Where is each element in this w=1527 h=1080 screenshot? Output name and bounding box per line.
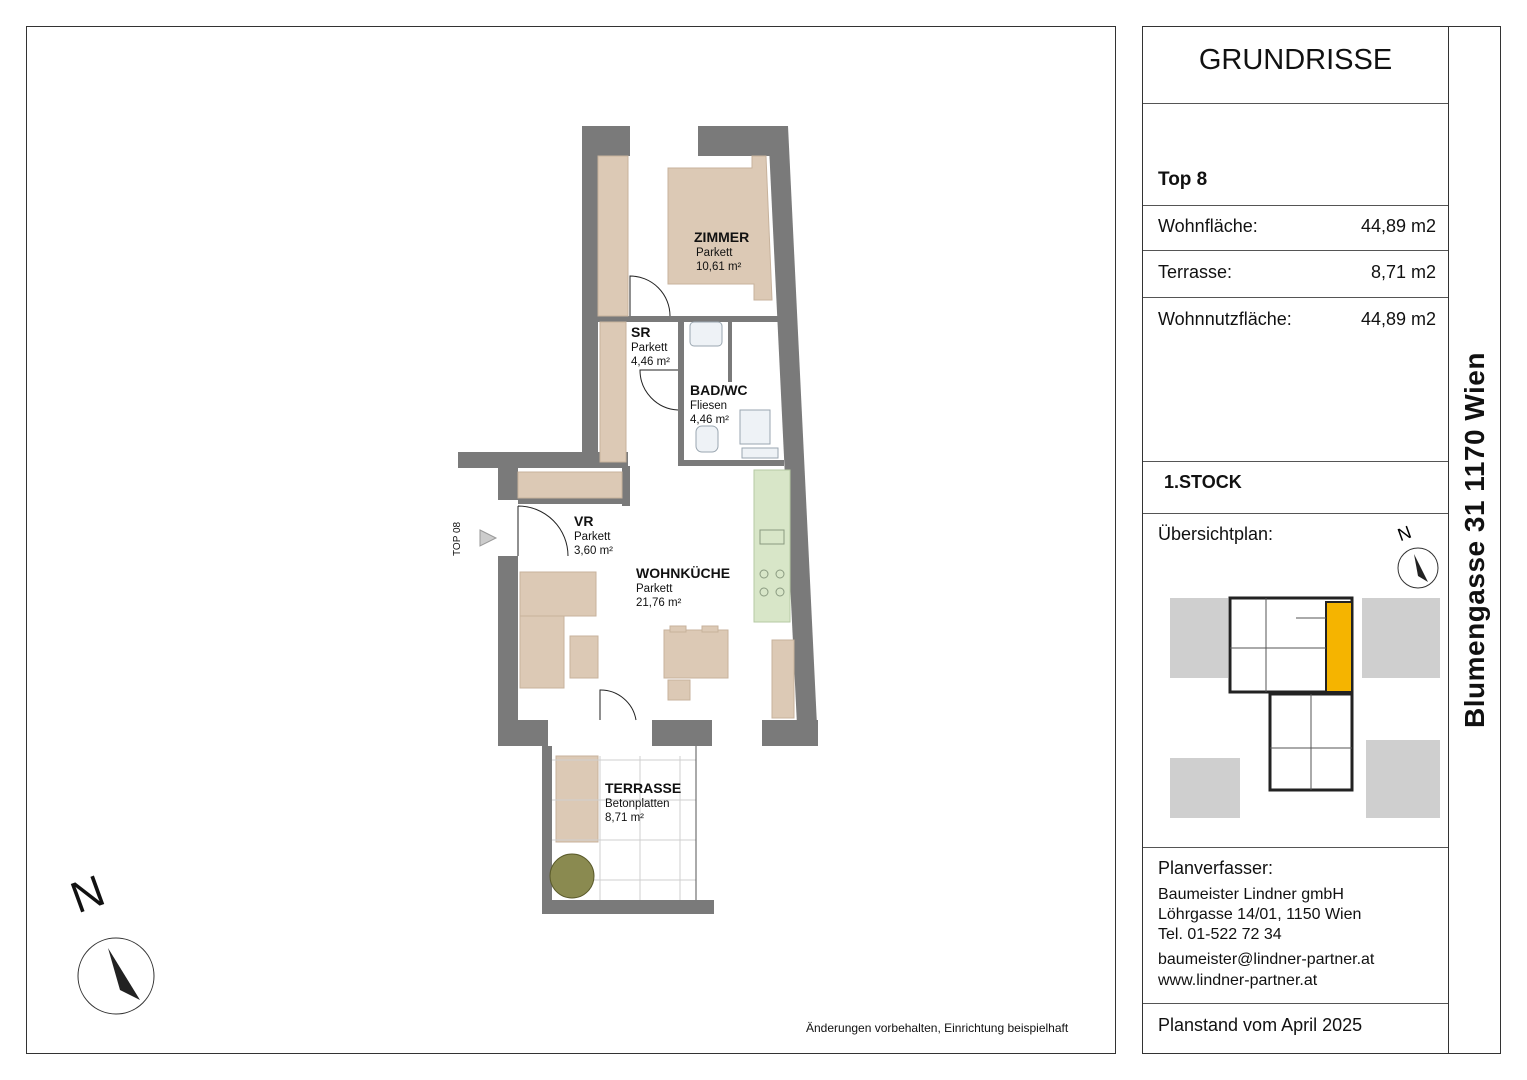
room-area-terrasse: 8,71 m²	[605, 812, 644, 824]
room-area-vr: 3,60 m²	[574, 545, 613, 557]
north-arrow-icon	[78, 938, 154, 1014]
area-value-wohnflaeche: 44,89 m2	[1360, 216, 1436, 236]
architect-web[interactable]: www.lindner-partner.at	[1158, 972, 1318, 989]
area-value-wohnnutzflaeche: 44,89 m2	[1360, 309, 1436, 329]
area-label-wohnnutzflaeche: Wohnnutzfläche:	[1158, 309, 1292, 329]
overview-label: Übersichtplan:	[1158, 524, 1274, 544]
architect-street: Löhrgasse 14/01, 1150 Wien	[1158, 906, 1362, 923]
address-text: Blumengasse 31 1170 Wien	[1459, 352, 1490, 728]
unit-name: Top 8	[1158, 169, 1208, 190]
architect-company: Baumeister Lindner gmbH	[1158, 886, 1344, 903]
disclaimer: Änderungen vorbehalten, Einrichtung beispielhaft	[806, 1021, 1069, 1035]
room-floor-vr: Parkett	[574, 531, 611, 543]
overview-north-label: N	[1394, 521, 1414, 546]
architect-phone: Tel. 01-522 72 34	[1158, 926, 1282, 943]
room-area-bad: 4,46 m²	[690, 414, 729, 426]
room-floor-terrasse: Betonplatten	[605, 798, 670, 810]
address-panel	[1449, 26, 1501, 1054]
room-name-sr: SR	[631, 324, 651, 340]
overview-plan	[1170, 518, 1440, 818]
room-area-zimmer: 10,61 m²	[696, 261, 742, 273]
area-value-terrasse: 8,71 m2	[1370, 262, 1436, 282]
plan-date: Planstand vom April 2025	[1158, 1015, 1363, 1035]
room-floor-bad: Fliesen	[690, 400, 728, 412]
room-area-sr: 4,46 m²	[631, 356, 670, 368]
room-floor-zimmer: Parkett	[696, 247, 733, 259]
room-area-wohnkueche: 21,76 m²	[636, 597, 682, 609]
room-floor-wohnkueche: Parkett	[636, 583, 673, 595]
north-label: N	[64, 866, 112, 923]
architect-heading: Planverfasser:	[1158, 858, 1274, 878]
neighbor-block-left	[1170, 598, 1228, 678]
neighbor-block-right	[1362, 598, 1440, 678]
plant-icon	[550, 854, 594, 898]
room-floor-sr: Parkett	[631, 342, 668, 354]
room-name-bad: BAD/WC	[690, 382, 748, 398]
room-name-terrasse: TERRASSE	[605, 780, 682, 796]
area-label-terrasse: Terrasse:	[1158, 262, 1233, 282]
kitchen-counter	[754, 470, 790, 622]
highlighted-unit	[1326, 602, 1352, 692]
architect-email[interactable]: baumeister@lindner-partner.at	[1158, 951, 1375, 968]
floor-label: 1.STOCK	[1164, 472, 1242, 492]
area-label-wohnflaeche: Wohnfläche:	[1158, 216, 1258, 236]
entrance-arrow-icon	[480, 530, 496, 546]
page-title: GRUNDRISSE	[1198, 44, 1393, 76]
room-name-vr: VR	[574, 513, 594, 529]
entrance-label: TOP 08	[452, 521, 463, 556]
room-name-wohnkueche: WOHNKÜCHE	[636, 565, 731, 581]
room-name-zimmer: ZIMMER	[694, 229, 750, 245]
